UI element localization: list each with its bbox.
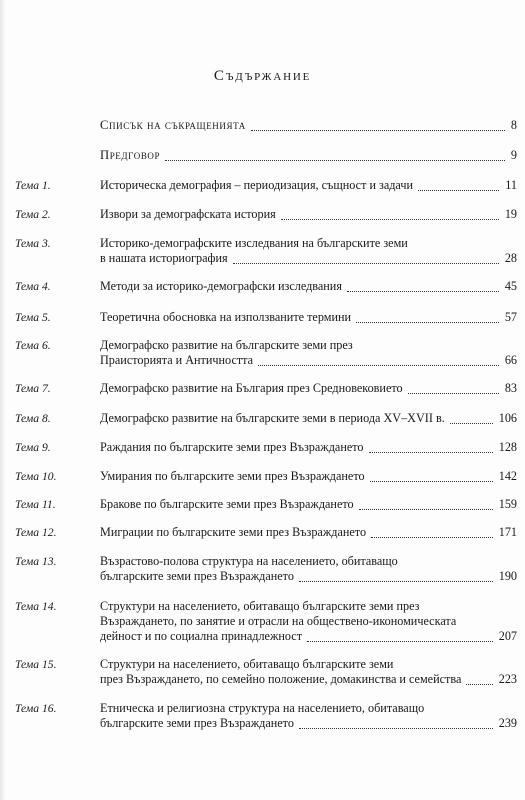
page-title: Съдържание bbox=[213, 68, 312, 84]
toc-entry-title: Възраждането, по занятие и отрасли на обществено-икономическата bbox=[100, 614, 457, 628]
toc-entry bbox=[15, 236, 520, 266]
theme-number: Тема 1. bbox=[15, 179, 51, 192]
toc-entry-title: през Възраждането, по семейно положение, домакинства и семейства bbox=[100, 672, 462, 686]
toc-entry-title: Етническа и религиозна структура на населението, обитаващо bbox=[100, 701, 425, 715]
toc-entry bbox=[15, 381, 520, 396]
theme-number: Тема 5. bbox=[15, 311, 51, 324]
theme-number: Тема 14. bbox=[15, 600, 57, 613]
toc-entry-title: Умирания по българските земи през Възраждането bbox=[100, 469, 365, 483]
toc-entry-line bbox=[100, 614, 520, 629]
dot-leader bbox=[347, 291, 499, 292]
page-number: 239 bbox=[498, 716, 517, 730]
page-number: 159 bbox=[498, 497, 517, 511]
toc-entry-title: Историческа демография – периодизация, същност и задачи bbox=[100, 178, 414, 192]
toc-entry-title: Миграции по българските земи през Възраждането bbox=[100, 525, 367, 539]
theme-number: Тема 6. bbox=[15, 339, 51, 352]
theme-number: Тема 16. bbox=[15, 702, 57, 715]
dot-leader bbox=[356, 322, 499, 323]
theme-number: Тема 2. bbox=[15, 208, 51, 221]
toc-entry-line bbox=[15, 497, 520, 512]
theme-number: Тема 12. bbox=[15, 526, 57, 539]
dot-leader bbox=[299, 581, 493, 582]
dot-leader bbox=[466, 684, 493, 685]
page-number: 106 bbox=[498, 411, 517, 425]
toc-entry-title: Праисторията и Античността bbox=[100, 353, 254, 367]
dot-leader bbox=[281, 219, 499, 220]
page-number: 9 bbox=[510, 148, 517, 162]
page-number: 142 bbox=[498, 469, 517, 483]
toc-entry-title: Структури на населението, обитаващо българските земи bbox=[100, 657, 394, 671]
toc-entry bbox=[100, 148, 520, 163]
page-number: 45 bbox=[504, 279, 517, 293]
toc-entry bbox=[15, 469, 520, 484]
toc-entry-line bbox=[100, 251, 520, 266]
toc-entry-line bbox=[15, 525, 520, 540]
toc-entry-line bbox=[15, 701, 520, 716]
page-number: 223 bbox=[498, 672, 517, 686]
toc-entry-title: българските земи през Възраждането bbox=[100, 569, 294, 583]
dot-leader bbox=[165, 160, 505, 161]
toc-entry-line bbox=[100, 569, 520, 584]
toc-entry bbox=[15, 554, 520, 584]
toc-entry bbox=[15, 701, 520, 731]
page-number: 190 bbox=[498, 569, 517, 583]
toc-entry-title: Извори за демографската история bbox=[100, 207, 276, 221]
toc-entry-line bbox=[15, 236, 520, 251]
toc-entry bbox=[15, 497, 520, 512]
toc-entry bbox=[15, 178, 520, 193]
theme-number: Тема 4. bbox=[15, 280, 51, 293]
dot-leader bbox=[359, 509, 493, 510]
toc-entry-line bbox=[15, 310, 520, 325]
toc-entry-title: Методи за историко-демографски изследвания bbox=[100, 279, 342, 293]
toc-entry bbox=[15, 310, 520, 325]
toc-entry bbox=[15, 207, 520, 222]
page-number: 207 bbox=[498, 629, 517, 643]
theme-number: Тема 3. bbox=[15, 237, 51, 250]
theme-number: Тема 8. bbox=[15, 412, 51, 425]
toc-entry-line bbox=[100, 629, 520, 644]
toc-entry bbox=[15, 279, 520, 294]
toc-entry-title: Бракове по българските земи през Възраждането bbox=[100, 497, 354, 511]
dot-leader bbox=[299, 728, 493, 729]
toc-entry-line bbox=[15, 599, 520, 614]
toc-entry-line bbox=[100, 716, 520, 731]
page-number: 57 bbox=[504, 310, 517, 324]
toc-entry-title: Демографско развитие на българските земи през bbox=[100, 338, 353, 352]
toc-entry-line bbox=[100, 118, 520, 133]
page-number: 8 bbox=[510, 118, 517, 132]
toc-entry-line bbox=[15, 411, 520, 426]
toc-entry-title: в нашата историография bbox=[100, 251, 228, 265]
toc-entry bbox=[15, 411, 520, 426]
toc-entry-line bbox=[15, 469, 520, 484]
theme-number: Тема 9. bbox=[15, 441, 51, 454]
toc-entry-line bbox=[15, 554, 520, 569]
theme-number: Тема 7. bbox=[15, 382, 51, 395]
toc-entry-title: Възрастово-полова структура на населението, обитаващо bbox=[100, 554, 398, 568]
theme-number: Тема 10. bbox=[15, 470, 57, 483]
theme-number: Тема 15. bbox=[15, 658, 57, 671]
toc-entry-title: Раждания по българските земи през Възраждането bbox=[100, 440, 364, 454]
toc-entry-title: българските земи през Възраждането bbox=[100, 716, 294, 730]
toc-entry-title: Списък на съкращенията bbox=[100, 118, 246, 132]
toc-entry-title: Историко-демографските изследвания на българските земи bbox=[100, 236, 408, 250]
toc-entry-line bbox=[100, 672, 520, 687]
toc-entry bbox=[15, 657, 520, 687]
dot-leader bbox=[307, 641, 493, 642]
toc-entry bbox=[15, 440, 520, 455]
page-number: 28 bbox=[504, 251, 517, 265]
dot-leader bbox=[251, 130, 505, 131]
dot-leader bbox=[370, 481, 493, 482]
dot-leader bbox=[371, 537, 493, 538]
toc-entry-line bbox=[15, 207, 520, 222]
page-number: 19 bbox=[504, 207, 517, 221]
toc-entry bbox=[100, 118, 520, 133]
toc-entry-title: Теоретична обосновка на използваните термини bbox=[100, 310, 352, 324]
page-number: 83 bbox=[504, 381, 517, 395]
toc-entry-line bbox=[100, 353, 520, 368]
theme-number: Тема 11. bbox=[15, 498, 56, 511]
toc-entry-line bbox=[15, 381, 520, 396]
toc-entry-title: Структури на населението, обитаващо българските земи през bbox=[100, 599, 420, 613]
dot-leader bbox=[369, 452, 493, 453]
dot-leader bbox=[418, 190, 499, 191]
page-number: 171 bbox=[498, 525, 517, 539]
toc-entry-line bbox=[15, 279, 520, 294]
page-number: 128 bbox=[498, 440, 517, 454]
toc-entry bbox=[15, 599, 520, 644]
toc-entry-line bbox=[15, 338, 520, 353]
page-number: 66 bbox=[504, 353, 517, 367]
toc-entry-title: Демографско развитие на България през Средновековието bbox=[100, 381, 403, 395]
dot-leader bbox=[233, 263, 499, 264]
page-number: 11 bbox=[505, 178, 517, 192]
toc-entry-line bbox=[100, 148, 520, 163]
toc-entry-title: Демографско развитие на българските земи в периода XV–XVII в. bbox=[100, 411, 445, 425]
toc-entry-line bbox=[15, 440, 520, 455]
dot-leader bbox=[450, 423, 493, 424]
toc-entry-line bbox=[15, 657, 520, 672]
toc-entry-line bbox=[15, 178, 520, 193]
toc-entry bbox=[15, 525, 520, 540]
toc-entry-title: дейност и по социална принадлежност bbox=[100, 629, 303, 643]
toc-entry-title: Предговор bbox=[100, 148, 161, 162]
dot-leader bbox=[258, 365, 499, 366]
page-edge-shadow bbox=[0, 0, 6, 800]
toc-entry bbox=[15, 338, 520, 368]
dot-leader bbox=[408, 393, 499, 394]
theme-number: Тема 13. bbox=[15, 555, 57, 568]
